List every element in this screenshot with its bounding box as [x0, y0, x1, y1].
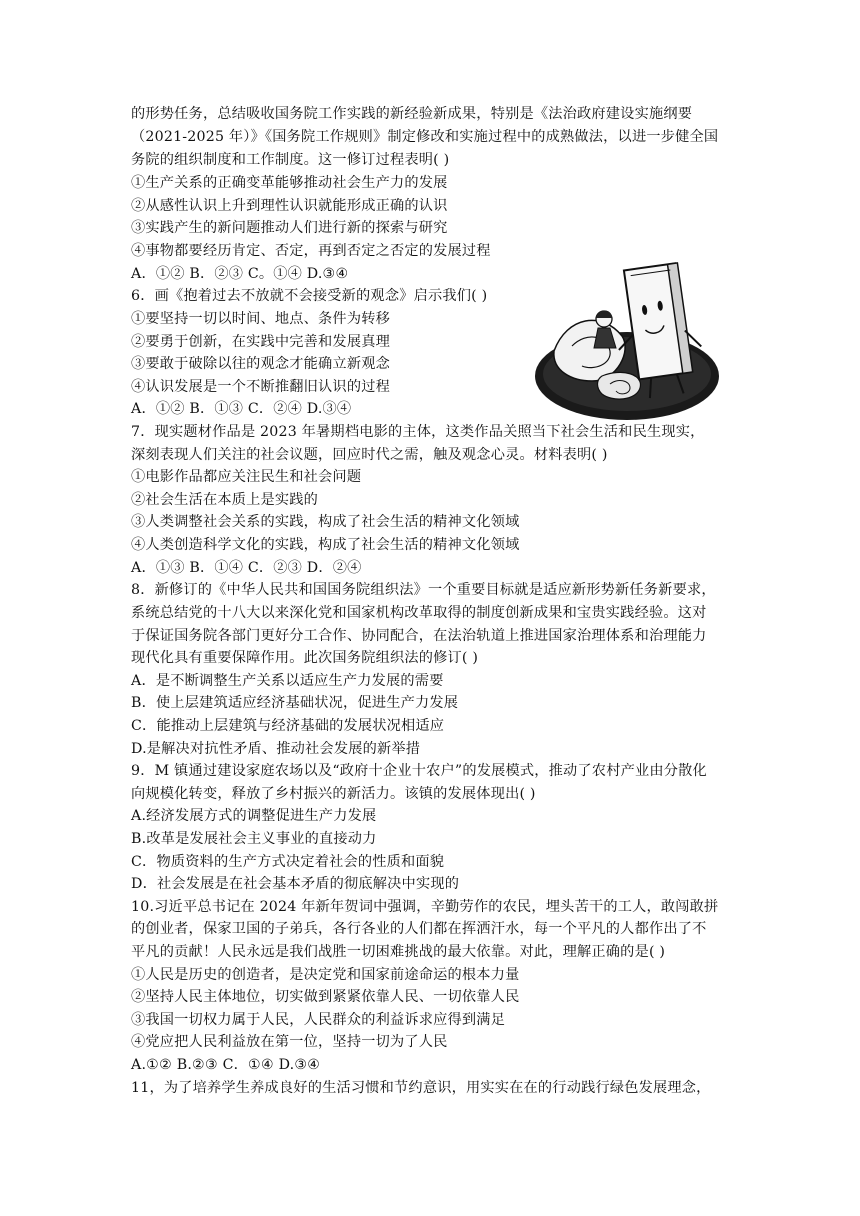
option-line: B．使上层建筑适应经济基础状况，促进生产力发展 [131, 695, 459, 711]
question-7: 7．现实题材作品是 2023 年暑期档电影的主体，这类作品关照当下社会生活和民生现实， [131, 424, 705, 440]
option-line: ①生产关系的正确变革能够推动社会生产力的发展 [131, 175, 448, 191]
option-line: D.是解决对抗性矛盾、推动社会发展的新举措 [131, 741, 421, 757]
option-line: B.改革是发展社会主义事业的直接动力 [131, 831, 377, 847]
text-line: 的形势任务，总结吸收国务院工作实践的新经验新成果，特别是《法治政府建设实施纲要 [131, 106, 693, 122]
cartoon-illustration [532, 256, 722, 426]
option-line: ④党应把人民利益放在第一位，坚持一切为了人民 [131, 1034, 448, 1050]
answer-choices: A．①③ B．①④ C．②③ D．②④ [131, 560, 362, 576]
option-line: ④认识发展是一个不断推翻旧认识的过程 [131, 379, 390, 395]
text-line: 现代化具有重要保障作用。此次国务院组织法的修订( ) [131, 650, 479, 666]
answer-choices: A．①② B．①③ C．②④ D.③④ [131, 401, 352, 417]
option-line: A.经济发展方式的调整促进生产力发展 [131, 808, 377, 824]
option-line: ②坚持人民主体地位，切实做到紧紧依靠人民、一切依靠人民 [131, 989, 520, 1005]
question-9: 9．M 镇通过建设家庭农场以及“政府十企业十农户”的发展模式，推动了农村产业由分散化 [131, 763, 707, 779]
text-line: 系统总结党的十八大以来深化党和国家机构改革取得的制度创新成果和宝贵实践经验。这对 [131, 605, 707, 621]
option-line: ④事物都要经历肯定、否定，再到否定之否定的发展过程 [131, 243, 491, 259]
paper-roll [554, 320, 625, 381]
swirl-stone [598, 372, 641, 399]
option-line: C．物质资料的生产方式决定着社会的性质和面貌 [131, 854, 445, 870]
option-line: ①电影作品都应关注民生和社会问题 [131, 469, 362, 485]
option-line: ③实践产生的新问题推动人们进行新的探索与研究 [131, 220, 448, 236]
question-10: 10.习近平总书记在 2024 年新年贺词中强调，辛勤劳作的农民，埋头苦干的工人，敢闯敢拼 [131, 899, 719, 915]
text-line: 向规模化转变，释放了乡村振兴的新活力。该镇的发展体现出( ) [131, 786, 536, 802]
option-line: C．能推动上层建筑与经济基础的发展状况相适应 [131, 718, 445, 734]
text-line: 于保证国务院各部门更好分工合作、协同配合，在法治轨道上推进国家治理体系和治理能力 [131, 628, 707, 644]
option-line: ①人民是历史的创造者，是决定党和国家前途命运的根本力量 [131, 967, 520, 983]
question-11: 11，为了培养学生养成良好的生活习惯和节约意识，用实实在在的行动践行绿色发展理念， [131, 1080, 711, 1096]
option-line: ①要坚持一切以时间、地点、条件为转移 [131, 311, 390, 327]
question-6: 6．画《抱着过去不放就不会接受新的观念》启示我们( ) [131, 288, 488, 304]
option-line: ②社会生活在本质上是实践的 [131, 492, 319, 508]
question-8: 8．新修订的《中华人民共和国国务院组织法》一个重要目标就是适应新形势新任务新要求， [131, 582, 716, 598]
answer-choices: A.①② B.②③ C．①④ D.③④ [131, 1057, 321, 1073]
option-line: ③人类调整社会关系的实践，构成了社会生活的精神文化领域 [131, 514, 520, 530]
text-line: 的创业者，保家卫国的子弟兵，各行各业的人们都在挥洒汗水，每一个平凡的人都作出了不 [131, 921, 707, 937]
option-line: ③我国一切权力属于人民，人民群众的利益诉求应得到满足 [131, 1012, 506, 1028]
option-line: ③要敢于破除以往的观念才能确立新观念 [131, 356, 390, 372]
person-hair [596, 311, 612, 319]
text-line: （2021-2025 年）》《国务院工作规则》制定修改和实施过程中的成熟做法，以进一步健全国 [131, 129, 719, 145]
option-line: A．是不断调整生产关系以适应生产力发展的需要 [131, 673, 444, 689]
answer-choices: A．①② B．②③ C。①④ D.③④ [131, 266, 349, 282]
text-line: 深刻表现人们关注的社会议题，回应时代之需，触及观念心灵。材料表明( ) [131, 447, 608, 463]
option-line: ②要勇于创新，在实践中完善和发展真理 [131, 334, 390, 350]
text-line: 务院的组织制度和工作制度。这一修订过程表明( ) [131, 152, 450, 168]
option-line: ②从感性认识上升到理性认识就能形成正确的认识 [131, 198, 448, 214]
option-line: D．社会发展是在社会基本矛盾的彻底解决中实现的 [131, 876, 460, 892]
option-line: ④人类创造科学文化的实践，构成了社会生活的精神文化领域 [131, 537, 520, 553]
text-line: 平凡的贡献！人民永远是我们战胜一切困难挑战的最大依靠。对此，理解正确的是( ) [131, 944, 666, 960]
